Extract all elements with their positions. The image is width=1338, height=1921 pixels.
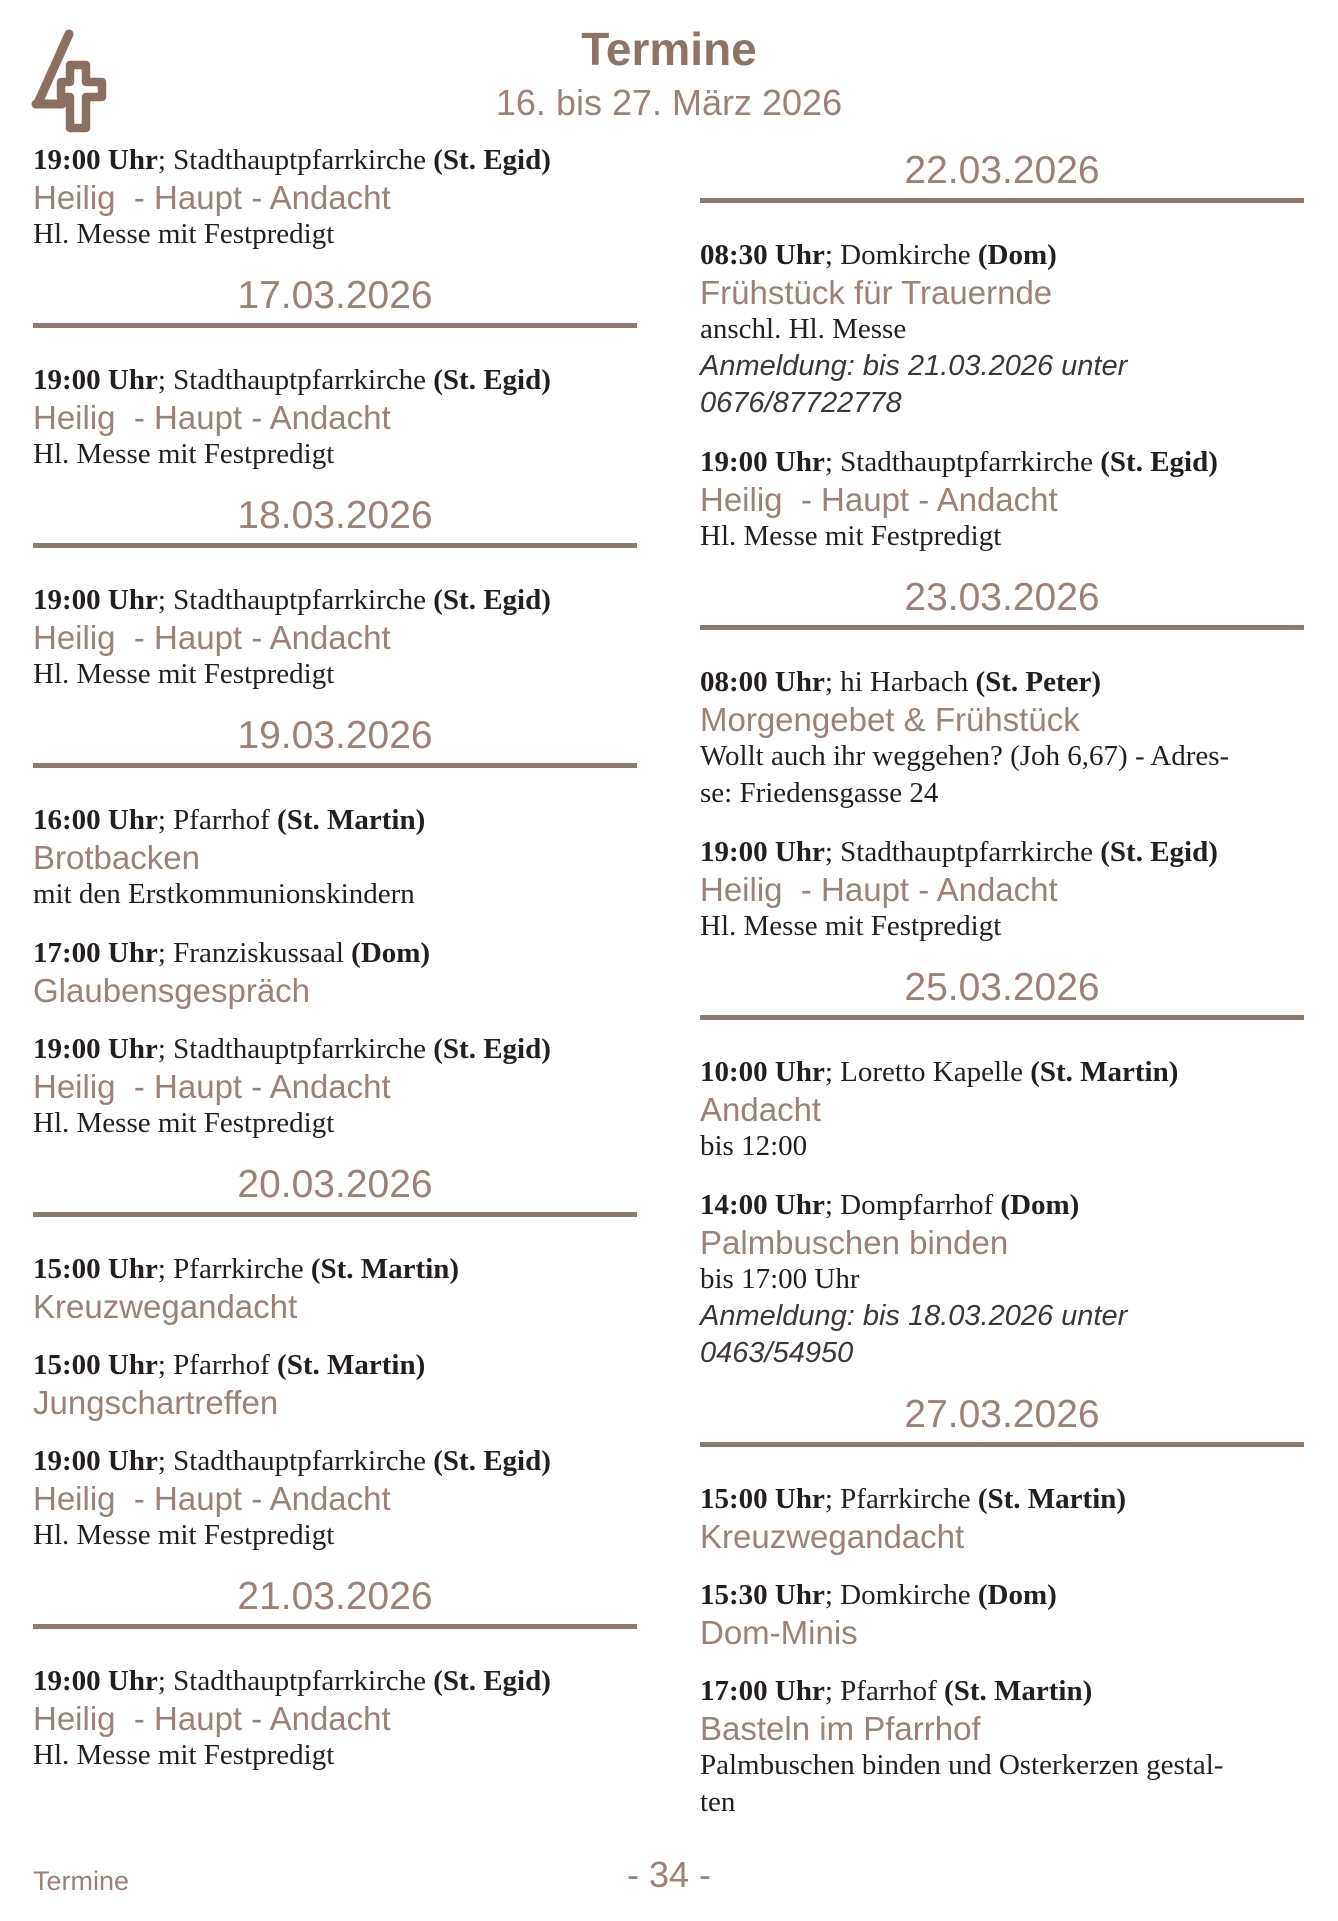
event-columns — [0, 124, 1338, 1843]
date-heading: 25.03.2026 — [904, 966, 1100, 1009]
date-rule — [33, 543, 637, 548]
event — [33, 802, 637, 913]
event-time: 17:00 Uhr — [33, 937, 158, 969]
event-place: (St. Martin) — [944, 1675, 1093, 1707]
event-place: (St. Egid) — [433, 1665, 551, 1697]
event-headline — [700, 237, 1304, 274]
event-note-line: 0463/54950 — [700, 1337, 854, 1369]
event — [33, 362, 637, 473]
event-desc-line: Hl. Messe mit Festpredigt — [700, 520, 1002, 552]
cross-4-logo-icon — [23, 20, 115, 142]
event-headline — [700, 1187, 1304, 1224]
event-headline — [700, 1481, 1304, 1518]
event-title: Heilig - Haupt - Andacht — [33, 1068, 391, 1105]
event-place: (St. Egid) — [433, 1033, 551, 1065]
event-location: ; Stadthauptpfarrkirche — [157, 1033, 434, 1065]
event-place: (St. Egid) — [1100, 836, 1218, 868]
event-title: Morgengebet & Frühstück — [700, 701, 1080, 738]
event-title: Heilig - Haupt - Andacht — [700, 871, 1058, 908]
date-heading: 27.03.2026 — [904, 1393, 1100, 1436]
event-location: ; Stadthauptpfarrkirche — [157, 1665, 434, 1697]
event-time: 19:00 Uhr — [33, 1665, 158, 1697]
event — [700, 1054, 1304, 1165]
event-location: ; Pfarrhof — [824, 1675, 945, 1707]
event-location: ; Franziskussaal — [157, 937, 352, 969]
event-title: Palmbuschen binden — [700, 1224, 1009, 1261]
event-place: (St. Egid) — [433, 1445, 551, 1477]
event-time: 10:00 Uhr — [700, 1056, 825, 1088]
event-desc-line: se: Friedensgasse 24 — [700, 777, 939, 809]
event-location: ; Dompfarrhof — [824, 1189, 1001, 1221]
event-title: Glaubensgespräch — [33, 972, 311, 1009]
event-desc-line: bis 12:00 — [700, 1130, 808, 1162]
event — [700, 1673, 1304, 1821]
event-location: ; Domkirche — [824, 1579, 978, 1611]
event-headline — [33, 142, 637, 179]
event-location: ; Stadthauptpfarrkirche — [157, 1445, 434, 1477]
event-time: 08:00 Uhr — [700, 666, 825, 698]
event — [700, 834, 1304, 945]
event-location: ; Pfarrhof — [157, 804, 278, 836]
event-headline — [33, 1663, 637, 1700]
event-desc-line: Hl. Messe mit Festpredigt — [33, 438, 335, 470]
event-place: (St. Egid) — [433, 584, 551, 616]
date-heading: 19.03.2026 — [237, 714, 433, 757]
event-desc-line: Hl. Messe mit Festpredigt — [700, 910, 1002, 942]
date-section — [700, 150, 1304, 203]
event-headline — [33, 1031, 637, 1068]
event-desc-line: Hl. Messe mit Festpredigt — [33, 658, 335, 690]
event-note-line: Anmeldung: bis 18.03.2026 unter — [700, 1300, 1128, 1332]
event-title: Heilig - Haupt - Andacht — [33, 399, 391, 436]
event-headline — [700, 1054, 1304, 1091]
date-rule — [33, 1212, 637, 1217]
event — [700, 1187, 1304, 1372]
page-title: Termine — [581, 23, 757, 75]
date-section — [700, 1394, 1304, 1447]
date-heading: 23.03.2026 — [904, 576, 1100, 619]
event-time: 08:30 Uhr — [700, 239, 825, 271]
date-rule — [700, 198, 1304, 203]
date-heading: 22.03.2026 — [904, 149, 1100, 192]
date-rule — [700, 1015, 1304, 1020]
event — [700, 237, 1304, 422]
date-section — [700, 967, 1304, 1020]
event-location: ; Pfarrkirche — [157, 1253, 311, 1285]
event-time: 19:00 Uhr — [33, 584, 158, 616]
event-location: ; Domkirche — [824, 239, 978, 271]
event — [33, 935, 637, 1009]
date-heading: 20.03.2026 — [237, 1163, 433, 1206]
event-time: 19:00 Uhr — [700, 446, 825, 478]
page-subtitle: 16. bis 27. März 2026 — [495, 82, 843, 123]
event-place: (Dom) — [1000, 1189, 1080, 1221]
event-location: ; Pfarrkirche — [824, 1483, 978, 1515]
event — [33, 582, 637, 693]
event-place: (St. Egid) — [433, 144, 551, 176]
event — [33, 1663, 637, 1774]
date-section — [33, 1164, 637, 1217]
event-time: 15:30 Uhr — [700, 1579, 825, 1611]
event-place: (St. Egid) — [433, 364, 551, 396]
event-time: 17:00 Uhr — [700, 1675, 825, 1707]
event-desc-line: Hl. Messe mit Festpredigt — [33, 1107, 335, 1139]
event — [700, 1481, 1304, 1555]
column-right — [700, 142, 1304, 1843]
date-rule — [33, 323, 637, 328]
date-rule — [33, 1624, 637, 1629]
event-title: Dom-Minis — [700, 1614, 858, 1651]
event-time: 15:00 Uhr — [33, 1253, 158, 1285]
event-place: (St. Martin) — [310, 1253, 460, 1285]
event-title: Jungschartreffen — [33, 1384, 279, 1421]
date-rule — [33, 763, 637, 768]
event-title: Basteln im Pfarrhof — [700, 1710, 981, 1747]
footer-page-number: - 34 - — [626, 1854, 712, 1895]
event-time: 16:00 Uhr — [33, 804, 158, 836]
event-desc-line: Hl. Messe mit Festpredigt — [33, 1519, 335, 1551]
event-time: 19:00 Uhr — [700, 836, 825, 868]
event-title: Kreuzwegandacht — [700, 1518, 965, 1555]
event-headline — [33, 802, 637, 839]
event-location: ; Pfarrhof — [157, 1349, 278, 1381]
event-time: 19:00 Uhr — [33, 1033, 158, 1065]
date-section — [33, 495, 637, 548]
event-headline — [33, 582, 637, 619]
event-headline — [33, 1443, 637, 1480]
event-time: 15:00 Uhr — [700, 1483, 825, 1515]
event-desc-line: mit den Erstkommunionskindern — [33, 878, 415, 910]
event-desc-line: anschl. Hl. Messe — [700, 313, 907, 345]
event-title: Heilig - Haupt - Andacht — [33, 1480, 391, 1517]
event-title: Andacht — [700, 1091, 822, 1128]
event — [33, 1347, 637, 1421]
event-location: ; Stadthauptpfarrkirche — [157, 144, 434, 176]
event-location: ; Stadthauptpfarrkirche — [824, 446, 1101, 478]
event-desc-line: ten — [700, 1786, 736, 1818]
event — [33, 1031, 637, 1142]
event — [33, 1443, 637, 1554]
event-time: 19:00 Uhr — [33, 364, 158, 396]
column-left — [33, 142, 637, 1843]
event-location: ; hi Harbach — [824, 666, 976, 698]
event-title: Heilig - Haupt - Andacht — [700, 481, 1058, 518]
event-location: ; Stadthauptpfarrkirche — [157, 584, 434, 616]
event-headline — [700, 1577, 1304, 1614]
date-rule — [700, 1442, 1304, 1447]
event — [33, 1251, 637, 1325]
event-title: Heilig - Haupt - Andacht — [33, 1700, 391, 1737]
date-heading: 18.03.2026 — [237, 494, 433, 537]
event-title: Frühstück für Trauernde — [700, 274, 1053, 311]
event-headline — [700, 664, 1304, 701]
event — [700, 1577, 1304, 1651]
event-place: (St. Martin) — [977, 1483, 1127, 1515]
event-headline — [700, 1673, 1304, 1710]
event-desc-line: bis 17:00 Uhr — [700, 1263, 860, 1295]
date-section — [33, 1576, 637, 1629]
event — [33, 142, 637, 253]
date-heading: 21.03.2026 — [237, 1575, 433, 1618]
event-time: 14:00 Uhr — [700, 1189, 825, 1221]
event-note-line: Anmeldung: bis 21.03.2026 unter — [700, 350, 1128, 382]
event-desc-line: Palmbuschen binden und Osterkerzen gestal- — [700, 1749, 1224, 1781]
event-headline — [700, 444, 1304, 481]
date-section — [33, 715, 637, 768]
event-time: 19:00 Uhr — [33, 1445, 158, 1477]
event-headline — [33, 1347, 637, 1384]
event-location: ; Loretto Kapelle — [824, 1056, 1031, 1088]
event-note-line: 0676/87722778 — [700, 387, 902, 419]
event-place: (St. Martin) — [277, 804, 426, 836]
event — [700, 664, 1304, 812]
footer-section-label: Termine — [33, 1866, 130, 1896]
event-place: (St. Martin) — [277, 1349, 426, 1381]
event-headline — [33, 1251, 637, 1288]
event-title: Heilig - Haupt - Andacht — [33, 179, 391, 216]
date-heading: 17.03.2026 — [237, 274, 433, 317]
event-headline — [33, 935, 637, 972]
event-time: 19:00 Uhr — [33, 144, 158, 176]
event-headline — [700, 834, 1304, 871]
event-desc-line: Wollt auch ihr weggehen? (Joh 6,67) - Adres- — [700, 740, 1230, 772]
event-place: (St. Peter) — [975, 666, 1102, 698]
event-location: ; Stadthauptpfarrkirche — [824, 836, 1101, 868]
event-desc-line: Hl. Messe mit Festpredigt — [33, 218, 335, 250]
event-place: (Dom) — [977, 1579, 1057, 1611]
event-headline — [33, 362, 637, 399]
event-title: Brotbacken — [33, 839, 200, 876]
event-time: 15:00 Uhr — [33, 1349, 158, 1381]
event-place: (St. Egid) — [1100, 446, 1218, 478]
event-place: (St. Martin) — [1030, 1056, 1179, 1088]
date-section — [700, 577, 1304, 630]
event-place: (Dom) — [977, 239, 1057, 271]
event-desc-line: Hl. Messe mit Festpredigt — [33, 1739, 335, 1771]
event-location: ; Stadthauptpfarrkirche — [157, 364, 434, 396]
date-rule — [700, 625, 1304, 630]
event — [700, 444, 1304, 555]
event-place: (Dom) — [351, 937, 431, 969]
date-section — [33, 275, 637, 328]
event-title: Heilig - Haupt - Andacht — [33, 619, 391, 656]
event-title: Kreuzwegandacht — [33, 1288, 298, 1325]
